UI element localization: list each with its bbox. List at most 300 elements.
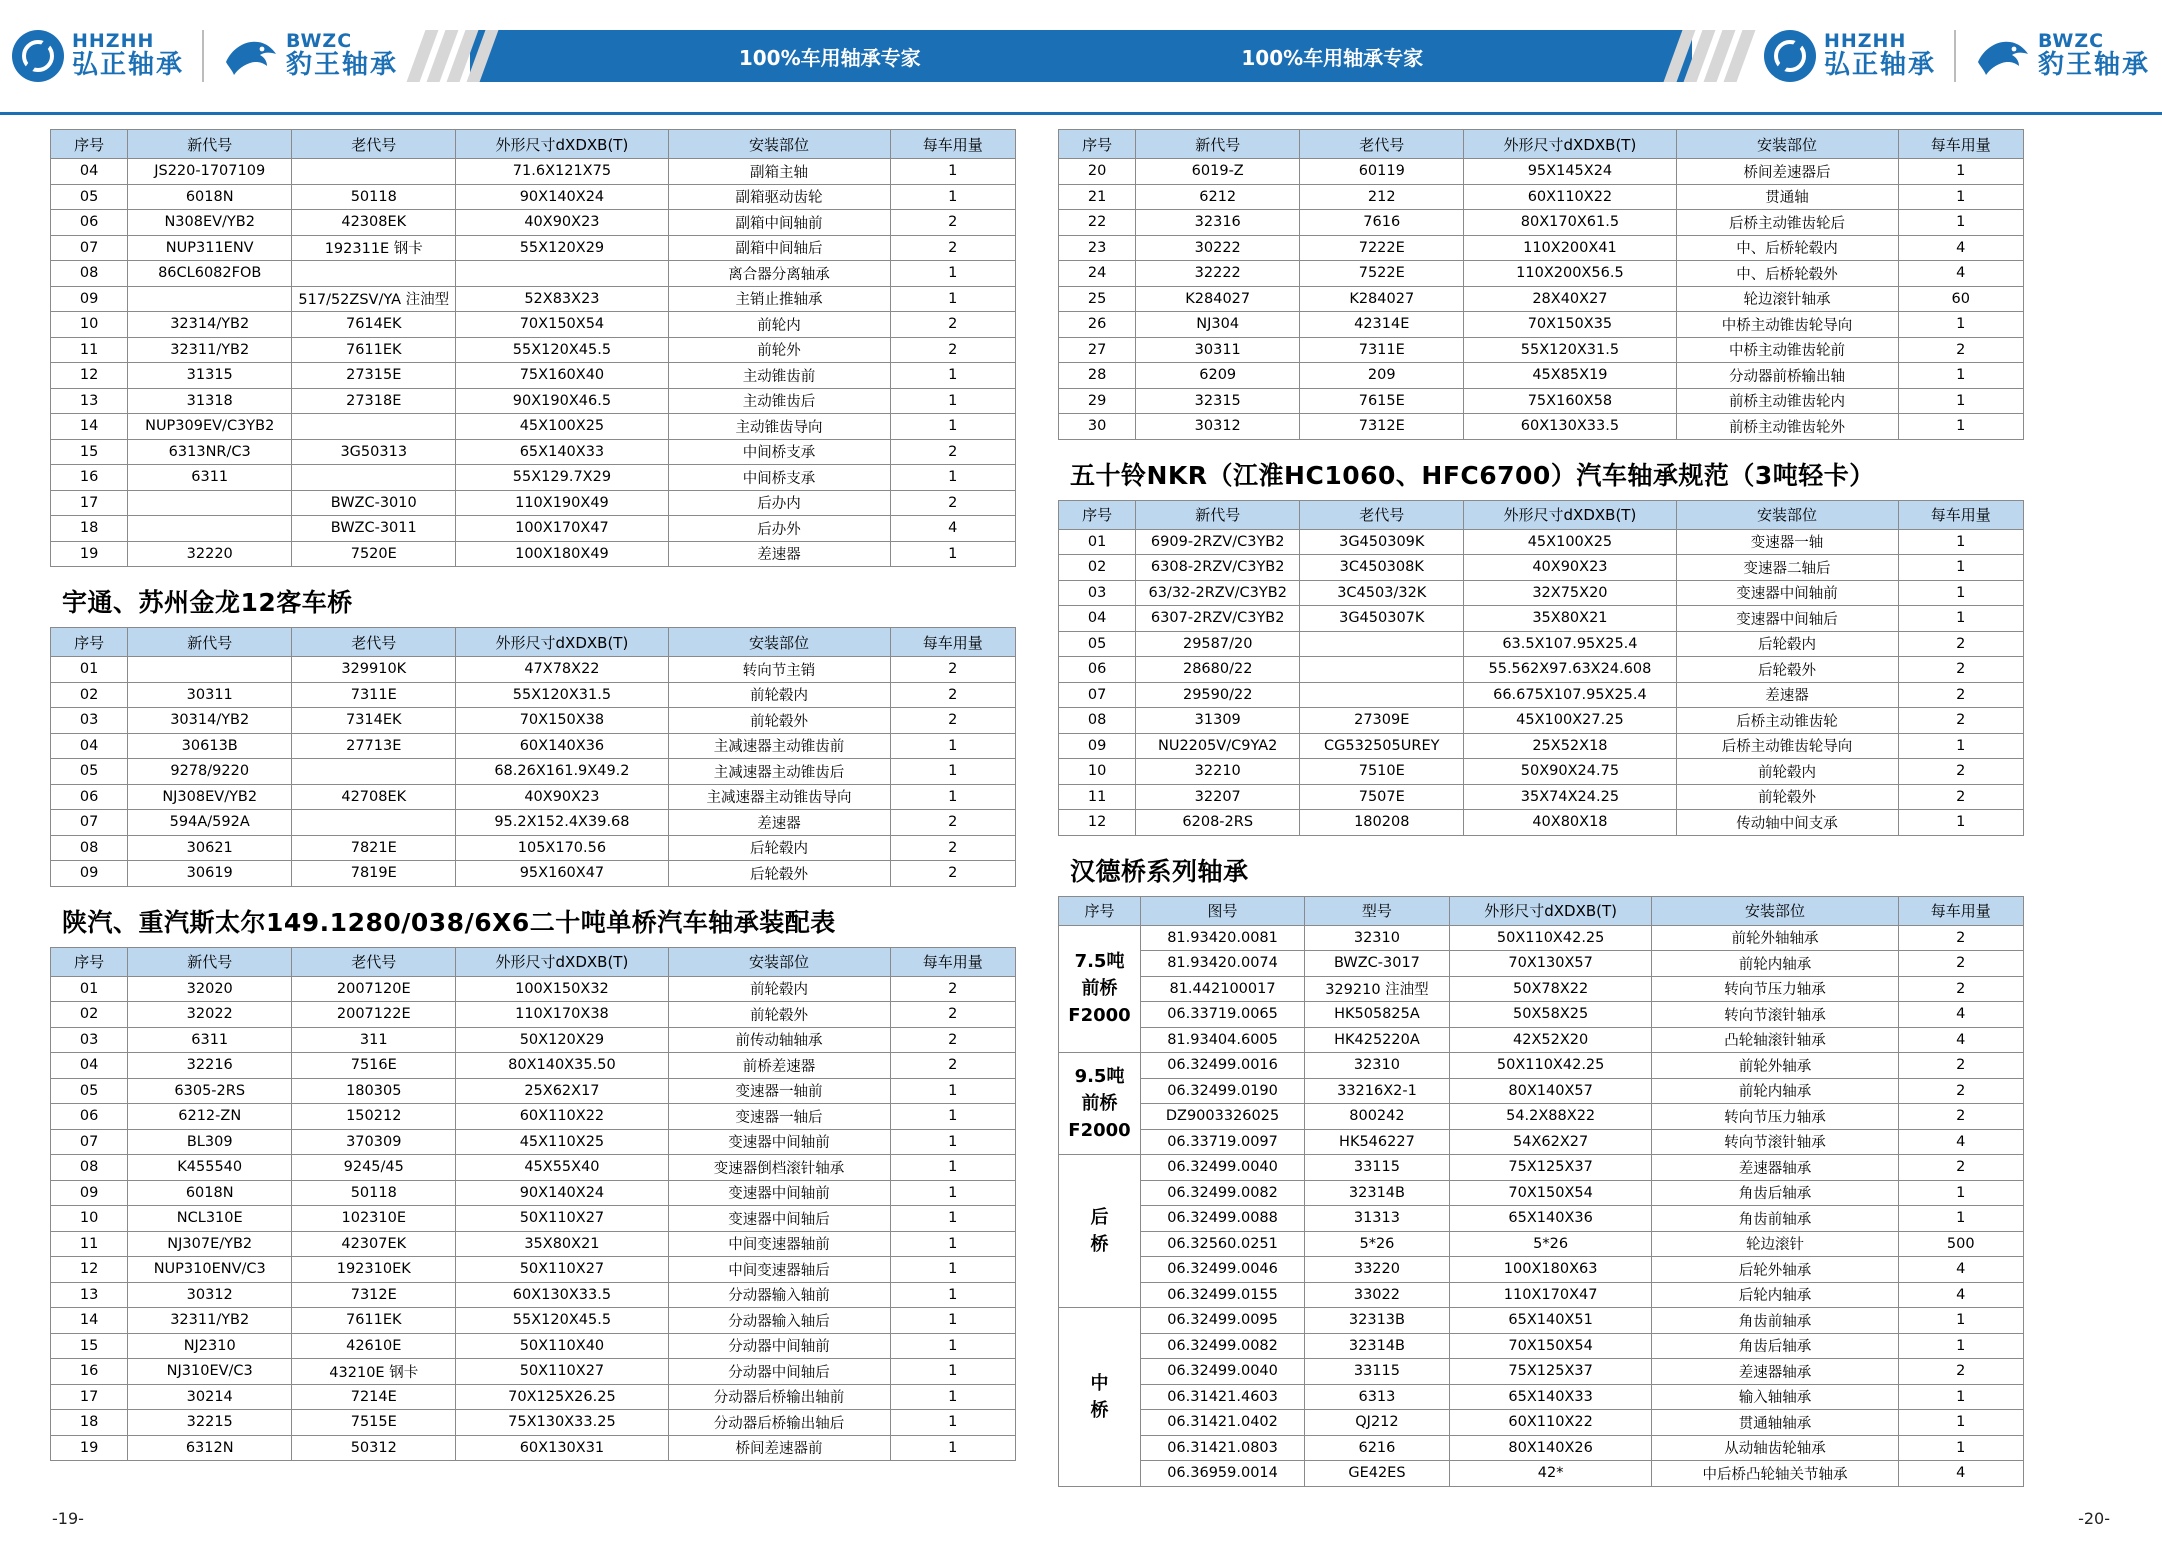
table-body bbox=[51, 657, 1016, 887]
table-row bbox=[1059, 235, 2024, 261]
table-cell: 33115 bbox=[1305, 1155, 1450, 1181]
table-cell: 7819E bbox=[292, 861, 456, 887]
table-cell: 变速器中间轴前 bbox=[668, 1180, 890, 1206]
table-row bbox=[1059, 976, 2024, 1002]
column-header: 型号 bbox=[1305, 896, 1450, 925]
table-cell: 3C4503/32K bbox=[1300, 580, 1464, 606]
table-cell: 7314EK bbox=[292, 708, 456, 734]
page-number-right: -20- bbox=[2078, 1509, 2110, 1528]
table-cell: 68.26X161.9X49.2 bbox=[456, 759, 668, 785]
table-cell bbox=[1300, 657, 1464, 683]
table-cell: 70X150X35 bbox=[1464, 312, 1676, 338]
table-cell: 9245/45 bbox=[292, 1155, 456, 1181]
table-cell: 06.32499.0088 bbox=[1141, 1206, 1305, 1232]
table-cell: 1 bbox=[1898, 414, 2023, 440]
table-cell: 81.93420.0081 bbox=[1141, 925, 1305, 951]
table-cell: 45X55X40 bbox=[456, 1155, 668, 1181]
table-cell: 转向节压力轴承 bbox=[1652, 1104, 1898, 1130]
table-cell: 06.32499.0082 bbox=[1141, 1180, 1305, 1206]
table-cell: 594A/592A bbox=[128, 810, 292, 836]
column-header: 序号 bbox=[1059, 130, 1136, 159]
table-cell: 2 bbox=[1898, 657, 2023, 683]
table-cell: 212 bbox=[1300, 184, 1464, 210]
table-cell: 6212 bbox=[1136, 184, 1300, 210]
column-header: 序号 bbox=[51, 130, 128, 159]
table-cell: 42308EK bbox=[292, 210, 456, 236]
table-cell: 2 bbox=[890, 976, 1015, 1002]
table-row bbox=[1059, 1308, 2024, 1334]
table-cell: 2 bbox=[890, 682, 1015, 708]
table-row bbox=[51, 159, 1016, 185]
table-cell: 32210 bbox=[1136, 759, 1300, 785]
table-cell: 3G450307K bbox=[1300, 606, 1464, 632]
table-cell: 90X140X24 bbox=[456, 184, 668, 210]
table-cell: 6305-2RS bbox=[128, 1078, 292, 1104]
table-cell: 2 bbox=[1898, 1104, 2023, 1130]
hhzhh-mark-icon-right bbox=[1764, 30, 1816, 82]
table-cell: 1 bbox=[890, 159, 1015, 185]
table-cell: 30214 bbox=[128, 1384, 292, 1410]
table-cell: 35X74X24.25 bbox=[1464, 784, 1676, 810]
table-cell: 前轮外轴承 bbox=[1652, 1053, 1898, 1079]
table-cell: 105X170.56 bbox=[456, 835, 668, 861]
table-cell: 13 bbox=[51, 388, 128, 414]
table-row bbox=[1059, 631, 2024, 657]
table-cell: 2 bbox=[890, 312, 1015, 338]
table-shaanqi-steyr-continued bbox=[1058, 129, 2024, 440]
table-cell: 10 bbox=[51, 312, 128, 338]
table-cell: 32022 bbox=[128, 1002, 292, 1028]
table-cell: 08 bbox=[1059, 708, 1136, 734]
column-header: 外形尺寸dXDXB(T) bbox=[1464, 130, 1676, 159]
table-cell: 60X130X33.5 bbox=[1464, 414, 1676, 440]
table-cell: 329210 注油型 bbox=[1305, 976, 1450, 1002]
bwzc-cn-label-right: 豹王轴承 bbox=[2037, 50, 2150, 81]
table-cell: NUP310ENV/C3 bbox=[128, 1257, 292, 1283]
table-cell: 1 bbox=[890, 1359, 1015, 1385]
table-cell: 2 bbox=[890, 490, 1015, 516]
table-cell: 前轮外 bbox=[668, 337, 890, 363]
column-header: 外形尺寸dXDXB(T) bbox=[1464, 500, 1676, 529]
table-row bbox=[51, 363, 1016, 389]
table-cell: 1 bbox=[890, 388, 1015, 414]
table-cell: 55X120X29 bbox=[456, 235, 668, 261]
table-row bbox=[1059, 657, 2024, 683]
table-cell: 前轮毂内 bbox=[1676, 759, 1898, 785]
table-cell: 02 bbox=[1059, 555, 1136, 581]
table-row bbox=[1059, 184, 2024, 210]
table-row bbox=[51, 682, 1016, 708]
page-body bbox=[0, 115, 2162, 1487]
section-title-isuzu-nkr: 五十铃NKR（江淮HC1060、HFC6700）汽车轴承规范（3吨轻卡） bbox=[1070, 460, 1875, 490]
table-cell: 11 bbox=[51, 337, 128, 363]
table-cell: 29587/20 bbox=[1136, 631, 1300, 657]
table-cell: 31318 bbox=[128, 388, 292, 414]
table-cell: K284027 bbox=[1136, 286, 1300, 312]
table-cell: 2 bbox=[890, 210, 1015, 236]
table-cell: 08 bbox=[51, 261, 128, 287]
table-cell: 凸轮轴滚针轴承 bbox=[1652, 1027, 1898, 1053]
table-cell: 32311/YB2 bbox=[128, 337, 292, 363]
table-cell: 32020 bbox=[128, 976, 292, 1002]
table-cell: 2 bbox=[890, 657, 1015, 683]
table-row bbox=[51, 388, 1016, 414]
table-row bbox=[1059, 210, 2024, 236]
table-cell: 4 bbox=[1898, 235, 2023, 261]
table-cell: 42* bbox=[1449, 1461, 1652, 1487]
column-header: 新代号 bbox=[1136, 500, 1300, 529]
table-cell: 1 bbox=[1898, 184, 2023, 210]
table-row bbox=[1059, 810, 2024, 836]
table-cell: 06 bbox=[1059, 657, 1136, 683]
table-row bbox=[1059, 1129, 2024, 1155]
table-cell: 12 bbox=[51, 363, 128, 389]
table-row bbox=[51, 1282, 1016, 1308]
table-cell: 轮边滚针轴承 bbox=[1676, 286, 1898, 312]
table-cell: BWZC-3011 bbox=[292, 516, 456, 542]
table-cell: 中桥主动锥齿轮前 bbox=[1676, 337, 1898, 363]
table-cell: 110X170X38 bbox=[456, 1002, 668, 1028]
table-cell: 32315 bbox=[1136, 388, 1300, 414]
table-cell: 23 bbox=[1059, 235, 1136, 261]
table-cell: 分动器后桥输出轴前 bbox=[668, 1384, 890, 1410]
table-cell: 1 bbox=[890, 1155, 1015, 1181]
table-cell: 42307EK bbox=[292, 1231, 456, 1257]
table-cell: 6019-Z bbox=[1136, 159, 1300, 185]
table-cell: 后桥主动锥齿轮 bbox=[1676, 708, 1898, 734]
table-row bbox=[51, 1155, 1016, 1181]
table-cell: 2 bbox=[1898, 784, 2023, 810]
table-cell: NJ307E/YB2 bbox=[128, 1231, 292, 1257]
table-row bbox=[1059, 1359, 2024, 1385]
table-row bbox=[51, 1384, 1016, 1410]
table-cell: 71.6X121X75 bbox=[456, 159, 668, 185]
table-row bbox=[51, 784, 1016, 810]
table-cell: 4 bbox=[1898, 1461, 2023, 1487]
table-cell: 01 bbox=[51, 657, 128, 683]
table-cell: 前桥差速器 bbox=[668, 1053, 890, 1079]
column-header: 每车用量 bbox=[890, 130, 1015, 159]
table-row bbox=[51, 1435, 1016, 1461]
table-row bbox=[51, 976, 1016, 1002]
table-row bbox=[1059, 1231, 2024, 1257]
table-row bbox=[51, 490, 1016, 516]
table-row bbox=[1059, 388, 2024, 414]
table-cell: 主减速器主动锥齿导向 bbox=[668, 784, 890, 810]
table-cell: 4 bbox=[890, 516, 1015, 542]
table-cell: 17 bbox=[51, 1384, 128, 1410]
table-cell: 32314B bbox=[1305, 1333, 1450, 1359]
table-cell: 35X80X21 bbox=[1464, 606, 1676, 632]
column-header: 老代号 bbox=[1300, 130, 1464, 159]
table-cell: 50X58X25 bbox=[1449, 1002, 1652, 1028]
table-cell: 15 bbox=[51, 439, 128, 465]
table-cell: 102310E bbox=[292, 1206, 456, 1232]
table-cell: 分动器输入轴后 bbox=[668, 1308, 890, 1334]
table-cell: 06 bbox=[51, 210, 128, 236]
table-cell: 7522E bbox=[1300, 261, 1464, 287]
table-cell: 7516E bbox=[292, 1053, 456, 1079]
table-cell: 中间变速器轴前 bbox=[668, 1231, 890, 1257]
axle-group-label: 后 桥 bbox=[1059, 1155, 1141, 1308]
table-body-hande bbox=[1059, 925, 2024, 1486]
hhzhh-cn-label-right: 弘正轴承 bbox=[1823, 50, 1936, 81]
table-cell: 2 bbox=[1898, 631, 2023, 657]
table-cell: 50X110X42.25 bbox=[1449, 925, 1652, 951]
table-cell: 06.32499.0040 bbox=[1141, 1155, 1305, 1181]
table-cell: 32216 bbox=[128, 1053, 292, 1079]
hhzhh-mark-icon bbox=[12, 30, 64, 82]
table-cell: 2007122E bbox=[292, 1002, 456, 1028]
column-header: 序号 bbox=[1059, 500, 1136, 529]
table-cell: N308EV/YB2 bbox=[128, 210, 292, 236]
table-cell: 2 bbox=[1898, 1053, 2023, 1079]
table-cell: 06.32499.0016 bbox=[1141, 1053, 1305, 1079]
table-cell: 60 bbox=[1898, 286, 2023, 312]
table-cell: DZ9003326025 bbox=[1141, 1104, 1305, 1130]
table-row bbox=[51, 1359, 1016, 1385]
table-cell: 55X120X45.5 bbox=[456, 1308, 668, 1334]
table-row bbox=[1059, 555, 2024, 581]
column-header: 外形尺寸dXDXB(T) bbox=[456, 628, 668, 657]
table-cell: 24 bbox=[1059, 261, 1136, 287]
column-header: 每车用量 bbox=[1898, 500, 2023, 529]
table-body bbox=[51, 976, 1016, 1461]
table-row bbox=[1059, 1384, 2024, 1410]
table-cell: 前轮毂内 bbox=[668, 976, 890, 1002]
table-cell: 25X62X17 bbox=[456, 1078, 668, 1104]
table-row bbox=[51, 733, 1016, 759]
table-cell: 主动锥齿前 bbox=[668, 363, 890, 389]
table-cell: 2 bbox=[1898, 337, 2023, 363]
table-cell: 08 bbox=[51, 835, 128, 861]
table-row bbox=[51, 337, 1016, 363]
banner-text-left: 100%车用轴承专家 bbox=[738, 45, 921, 70]
table-cell bbox=[128, 516, 292, 542]
table-cell: 54X62X27 bbox=[1449, 1129, 1652, 1155]
table-cell: 变速器中间轴前 bbox=[668, 1129, 890, 1155]
table-cell: 50X120X29 bbox=[456, 1027, 668, 1053]
table-cell: 2 bbox=[1898, 682, 2023, 708]
table-cell: 110X200X41 bbox=[1464, 235, 1676, 261]
table-cell: 后桥主动锥齿轮后 bbox=[1676, 210, 1898, 236]
table-row bbox=[51, 1002, 1016, 1028]
table-cell: 1 bbox=[890, 733, 1015, 759]
table-row bbox=[1059, 1435, 2024, 1461]
table-shaanqi-steyr bbox=[50, 947, 1016, 1462]
table-cell: 3G50313 bbox=[292, 439, 456, 465]
table-cell: 变速器一轴后 bbox=[668, 1104, 890, 1130]
table-header-row bbox=[1059, 500, 2024, 529]
table-row bbox=[51, 1410, 1016, 1436]
table-cell: 40X90X23 bbox=[456, 210, 668, 236]
table-cell: 55X120X31.5 bbox=[456, 682, 668, 708]
table-cell: 转向节主销 bbox=[668, 657, 890, 683]
table-cell: 30619 bbox=[128, 861, 292, 887]
table-cell: 1 bbox=[890, 414, 1015, 440]
table-isuzu-nkr bbox=[1058, 500, 2024, 836]
table-cell: 180305 bbox=[292, 1078, 456, 1104]
table-cell: 前轮毂外 bbox=[668, 708, 890, 734]
table-cell bbox=[292, 159, 456, 185]
table-cell: 差速器 bbox=[668, 810, 890, 836]
table-cell: 55X120X45.5 bbox=[456, 337, 668, 363]
table-cell: 前轮毂内 bbox=[668, 682, 890, 708]
table-cell: 6312N bbox=[128, 1435, 292, 1461]
table-cell: 60X140X36 bbox=[456, 733, 668, 759]
table-cell: 55.562X97.63X24.608 bbox=[1464, 657, 1676, 683]
bwzc-logo-right bbox=[1974, 32, 2150, 80]
table-cell: 70X150X54 bbox=[1449, 1180, 1652, 1206]
column-header: 外形尺寸dXDXB(T) bbox=[1449, 896, 1652, 925]
table-cell: 45X110X25 bbox=[456, 1129, 668, 1155]
table-row bbox=[1059, 337, 2024, 363]
table-body bbox=[1059, 529, 2024, 835]
table-cell bbox=[292, 414, 456, 440]
table-cell bbox=[456, 261, 668, 287]
table-row bbox=[51, 414, 1016, 440]
table-cell: 分动器中间轴前 bbox=[668, 1333, 890, 1359]
table-cell: 前轮内 bbox=[668, 312, 890, 338]
table-cell: 1 bbox=[890, 286, 1015, 312]
table-cell: K284027 bbox=[1300, 286, 1464, 312]
table-row bbox=[1059, 1155, 2024, 1181]
table-cell: 01 bbox=[1059, 529, 1136, 555]
table-row bbox=[51, 465, 1016, 491]
table-cell: 02 bbox=[51, 1002, 128, 1028]
table-cell: 100X180X63 bbox=[1449, 1257, 1652, 1283]
table-yutong-bus-axle bbox=[50, 627, 1016, 887]
leopard-icon bbox=[222, 32, 278, 80]
table-cell: 前轮毂外 bbox=[668, 1002, 890, 1028]
table-cell: 32311/YB2 bbox=[128, 1308, 292, 1334]
table-cell: 2 bbox=[890, 1002, 1015, 1028]
table-row bbox=[51, 1231, 1016, 1257]
table-cell: 后办外 bbox=[668, 516, 890, 542]
table-cell: 副箱中间轴前 bbox=[668, 210, 890, 236]
table-row bbox=[1059, 159, 2024, 185]
table-header-row-hande bbox=[1059, 896, 2024, 925]
table-cell: 32207 bbox=[1136, 784, 1300, 810]
table-cell: 中间桥支承 bbox=[668, 439, 890, 465]
column-header: 序号 bbox=[51, 947, 128, 976]
table-row bbox=[1059, 1410, 2024, 1436]
table-cell: 17 bbox=[51, 490, 128, 516]
table-cell: 209 bbox=[1300, 363, 1464, 389]
table-cell: 60X110X22 bbox=[456, 1104, 668, 1130]
table-cell: 1 bbox=[890, 1180, 1015, 1206]
header-banner bbox=[410, 22, 1752, 90]
page-header bbox=[0, 0, 2162, 115]
table-cell: 30613B bbox=[128, 733, 292, 759]
table-cell: 角齿前轴承 bbox=[1652, 1308, 1898, 1334]
table-cell: 50312 bbox=[292, 1435, 456, 1461]
table-row bbox=[51, 810, 1016, 836]
column-header: 安装部位 bbox=[668, 947, 890, 976]
column-header: 新代号 bbox=[128, 628, 292, 657]
page-number-left: -19- bbox=[52, 1509, 84, 1528]
table-cell: 65X140X33 bbox=[1449, 1384, 1652, 1410]
table-cell: 14 bbox=[51, 414, 128, 440]
table-row bbox=[1059, 1282, 2024, 1308]
table-cell: 65X140X36 bbox=[1449, 1206, 1652, 1232]
table-cell: 03 bbox=[1059, 580, 1136, 606]
table-cell: 1 bbox=[890, 784, 1015, 810]
table-cell: 2 bbox=[890, 810, 1015, 836]
table-cell: 变速器中间轴后 bbox=[668, 1206, 890, 1232]
table-cell: 2 bbox=[890, 235, 1015, 261]
table-cell: 06.31421.4603 bbox=[1141, 1384, 1305, 1410]
table-cell: 06.32560.0251 bbox=[1141, 1231, 1305, 1257]
table-cell: 中、后桥轮毂外 bbox=[1676, 261, 1898, 287]
hhzhh-logo bbox=[12, 30, 184, 82]
table-row bbox=[51, 1078, 1016, 1104]
table-cell: NJ308EV/YB2 bbox=[128, 784, 292, 810]
table-cell: 65X140X51 bbox=[1449, 1308, 1652, 1334]
table-row bbox=[1059, 606, 2024, 632]
table-cell: 329910K bbox=[292, 657, 456, 683]
table-cell: 7611EK bbox=[292, 1308, 456, 1334]
table-cell: 370309 bbox=[292, 1129, 456, 1155]
table-cell: 27318E bbox=[292, 388, 456, 414]
table-cell: 42314E bbox=[1300, 312, 1464, 338]
table-cell: 90X190X46.5 bbox=[456, 388, 668, 414]
table-cell: 后轮内轴承 bbox=[1652, 1282, 1898, 1308]
table-cell: 33022 bbox=[1305, 1282, 1450, 1308]
table-cell: 32316 bbox=[1136, 210, 1300, 236]
table-cell: 70X130X57 bbox=[1449, 951, 1652, 977]
axle-group-label: 9.5吨 前桥 F2000 bbox=[1059, 1053, 1141, 1155]
table-cell: 06.32499.0095 bbox=[1141, 1308, 1305, 1334]
table-cell: 25X52X18 bbox=[1464, 733, 1676, 759]
table-cell: 2 bbox=[890, 337, 1015, 363]
table-cell: 06.32499.0046 bbox=[1141, 1257, 1305, 1283]
table-cell: 55X120X31.5 bbox=[1464, 337, 1676, 363]
table-cell: 25 bbox=[1059, 286, 1136, 312]
table-cell: 42610E bbox=[292, 1333, 456, 1359]
table-cell: 2 bbox=[1898, 759, 2023, 785]
table-cell: 311 bbox=[292, 1027, 456, 1053]
table-cell: 05 bbox=[51, 759, 128, 785]
table-cell: 32X75X20 bbox=[1464, 580, 1676, 606]
table-row bbox=[51, 1206, 1016, 1232]
column-header: 老代号 bbox=[292, 628, 456, 657]
table-cell: NUP311ENV bbox=[128, 235, 292, 261]
table-cell: 05 bbox=[51, 184, 128, 210]
column-header: 图号 bbox=[1141, 896, 1305, 925]
table-cell: 1 bbox=[1898, 363, 2023, 389]
column-header: 老代号 bbox=[292, 947, 456, 976]
table-cell: 差速器轴承 bbox=[1652, 1155, 1898, 1181]
table-cell: 19 bbox=[51, 541, 128, 567]
table-cell: 75X130X33.25 bbox=[456, 1410, 668, 1436]
table-cell bbox=[128, 490, 292, 516]
table-cell: 6208-2RS bbox=[1136, 810, 1300, 836]
table-cell: 22 bbox=[1059, 210, 1136, 236]
table-cell: 50118 bbox=[292, 184, 456, 210]
table-cell: 40X90X23 bbox=[456, 784, 668, 810]
table-cell: 1 bbox=[1898, 606, 2023, 632]
table-cell: 07 bbox=[51, 235, 128, 261]
table-cell: 2 bbox=[1898, 1359, 2023, 1385]
table-row bbox=[1059, 1053, 2024, 1079]
table-cell: 1 bbox=[890, 1231, 1015, 1257]
table-cell: 06.32499.0155 bbox=[1141, 1282, 1305, 1308]
table-cell: 离合器分离轴承 bbox=[668, 261, 890, 287]
table-cell: 28680/22 bbox=[1136, 657, 1300, 683]
table-cell: 6311 bbox=[128, 465, 292, 491]
table-row bbox=[1059, 1104, 2024, 1130]
